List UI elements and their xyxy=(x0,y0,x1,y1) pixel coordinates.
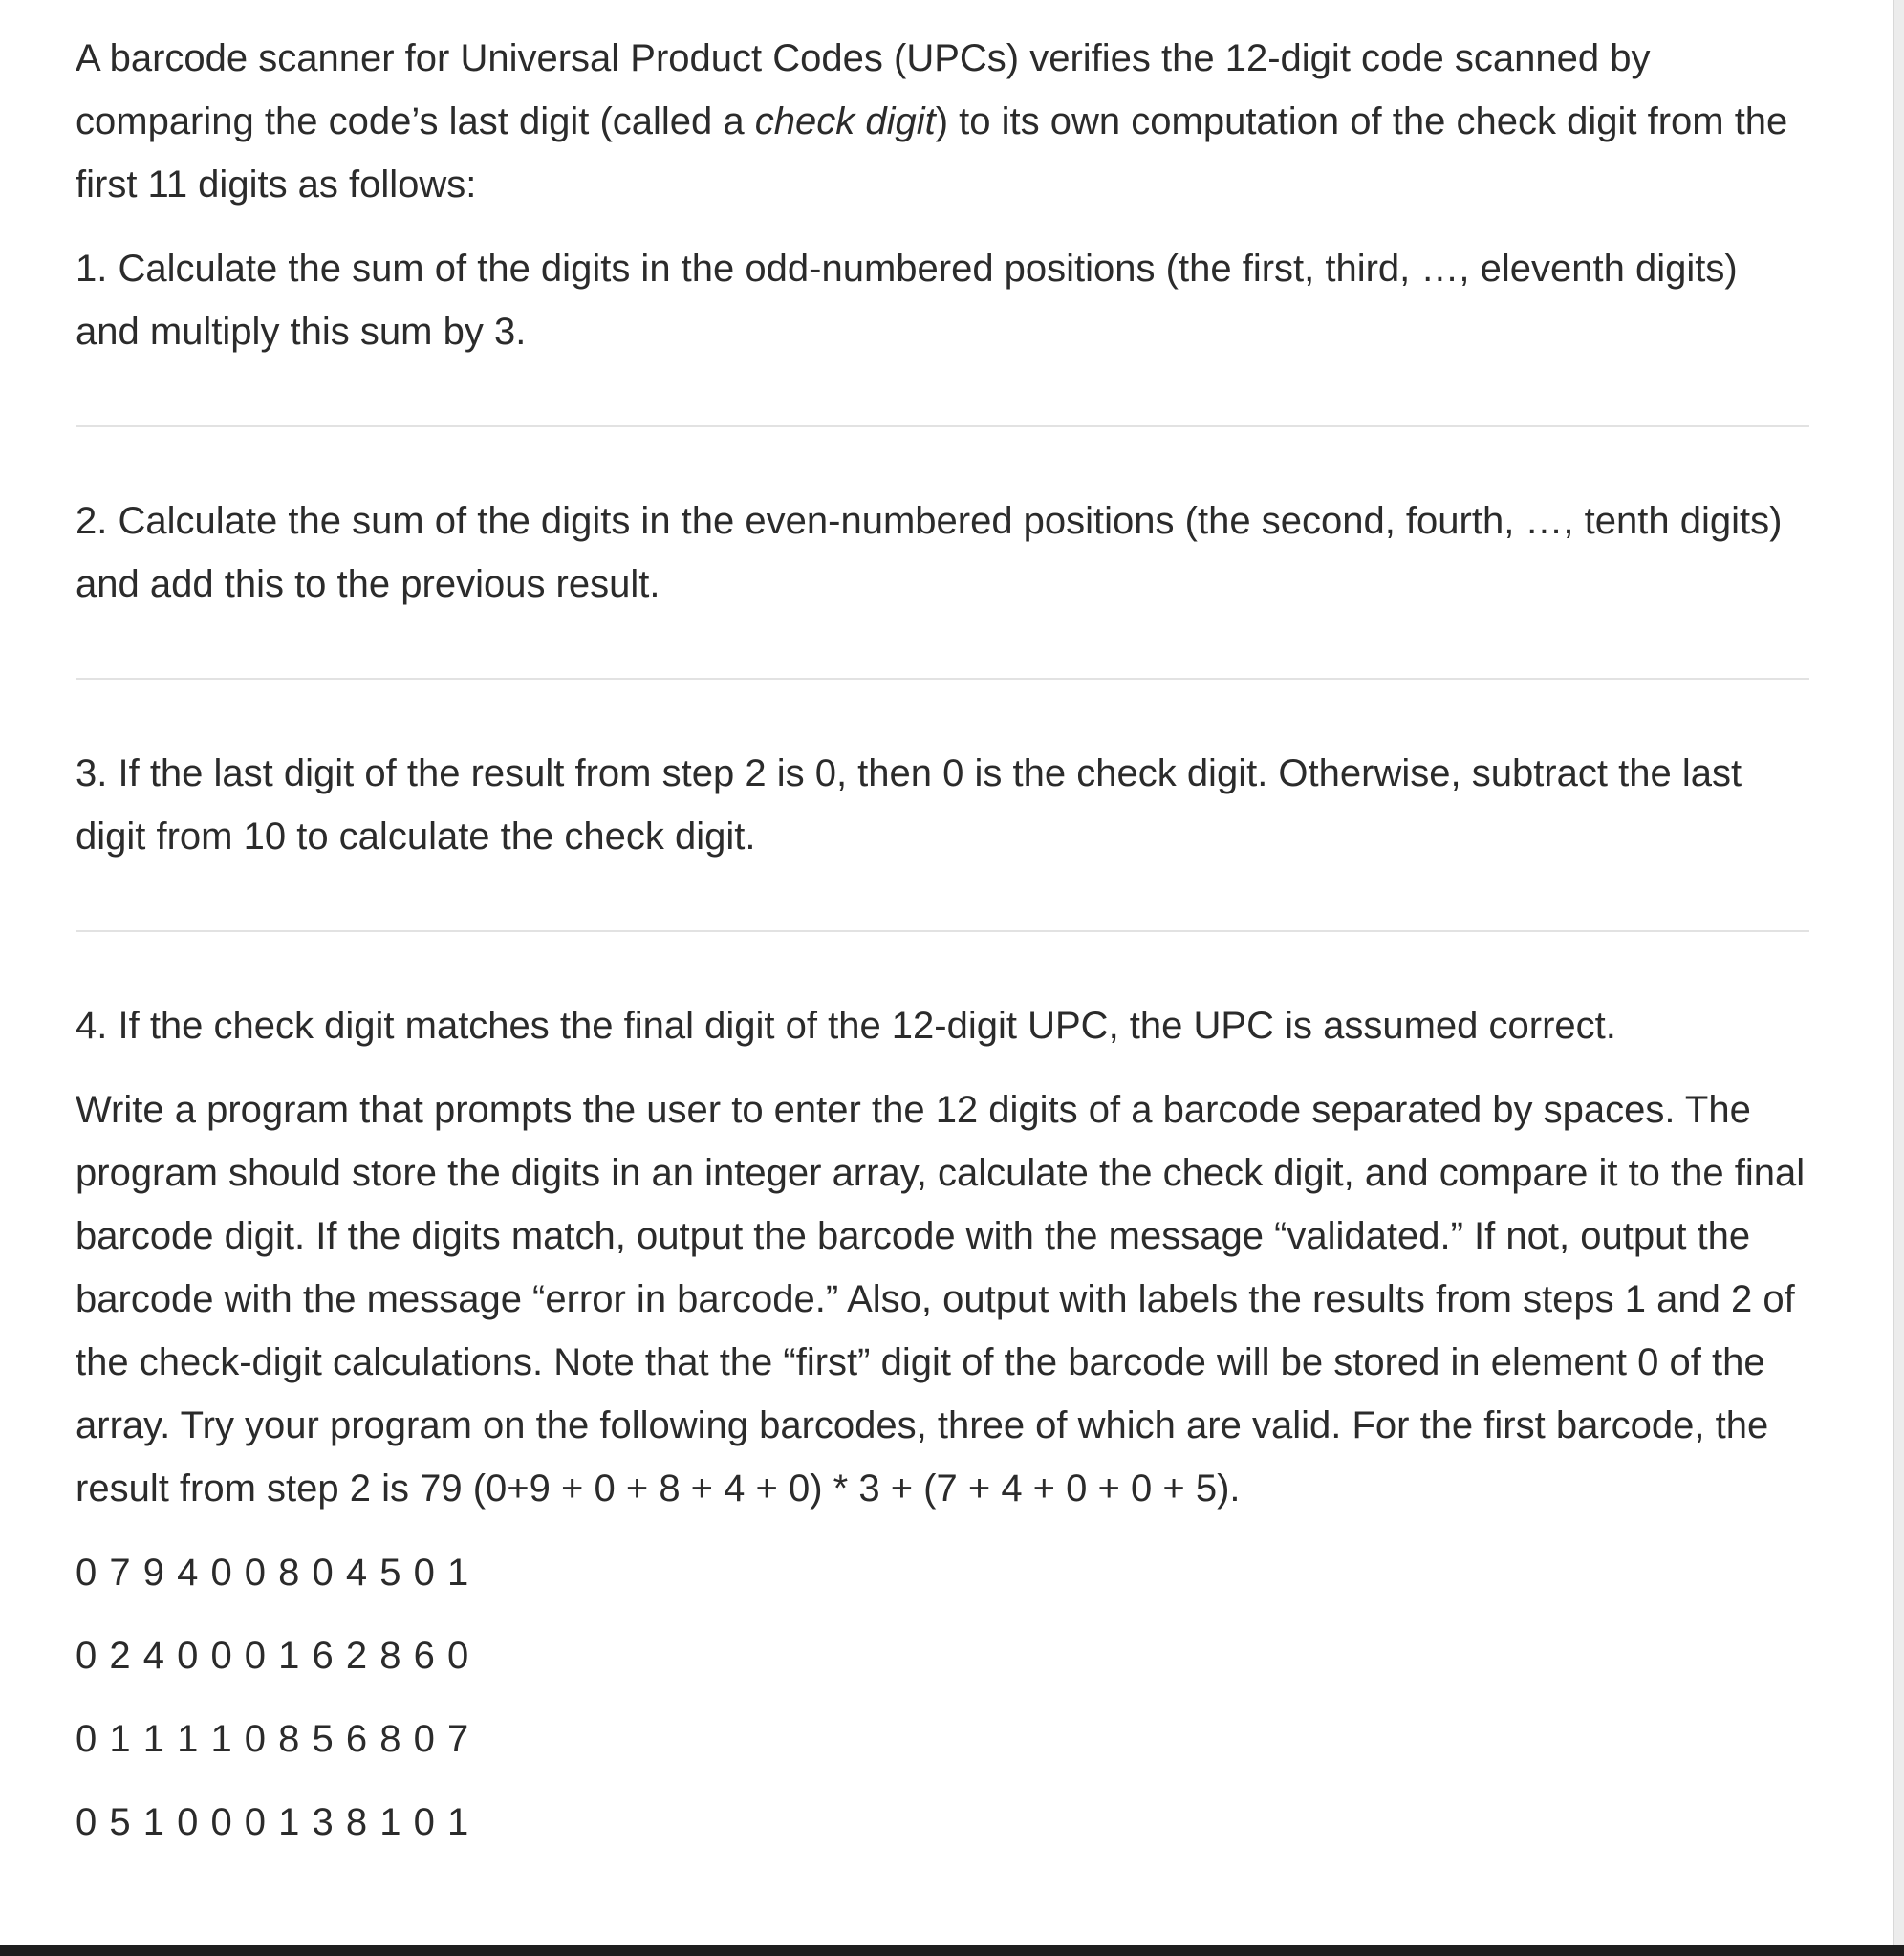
divider xyxy=(76,930,1809,932)
barcode-3: 0 1 1 1 1 0 8 5 6 8 0 7 xyxy=(76,1718,470,1760)
check-digit-term: check digit xyxy=(754,100,936,142)
barcode-4: 0 5 1 0 0 0 1 3 8 1 0 1 xyxy=(76,1801,470,1843)
barcode-list xyxy=(76,1541,1809,1854)
barcode-1: 0 7 9 4 0 0 8 0 4 5 0 1 xyxy=(76,1552,470,1594)
divider xyxy=(76,678,1809,680)
window-bottom-bar xyxy=(0,1945,1904,1956)
barcode-2: 0 2 4 0 0 0 1 6 2 8 6 0 xyxy=(76,1635,470,1677)
step-3: 3. If the last digit of the result from step 2 is 0, then 0 is the check digit. Otherwise, subtract the last digit from 10 to calculate the check digit. xyxy=(76,752,1742,858)
intro-text-before: A barcode scanner for Universal Product Codes (UPCs) verifies the 12-digit code scanned by comparing the code’s last digit (called a xyxy=(76,37,1651,142)
step-2: 2. Calculate the sum of the digits in the even-numbered positions (the second, fourth, …, tenth digits) and add this to the previous result. xyxy=(76,500,1783,605)
intro-paragraph xyxy=(76,27,1809,216)
intro-text-after: ) to its own computation of the check digit from the first 11 digits as follows: xyxy=(76,100,1788,206)
window-right-edge xyxy=(1893,0,1904,1956)
step-1: 1. Calculate the sum of the digits in the odd-numbered positions (the first, third, …, eleventh digits) and multiply this sum by 3. xyxy=(76,248,1738,353)
problem-content xyxy=(76,27,1809,1874)
task-paragraph: Write a program that prompts the user to enter the 12 digits of a barcode separated by spaces. The program should store the digits in an integer array, calculate the check digit, and compare it to the final barcode digit. If the digits match, output the barcode with the message “validated.” If not, output the barcode with the message “error in barcode.” Also, output with labels the results from steps 1 and 2 of the check-digit calculations. Note that the “first” digit of the barcode will be stored in element 0 of the array. Try your program on the following barcodes, three of which are valid. For the first barcode, the result from step 2 is 79 (0+9 + 0 + 8 + 4 + 0) * 3 + (7 + 4 + 0 + 0 + 5). xyxy=(76,1089,1806,1510)
divider xyxy=(76,425,1809,427)
step-4: 4. If the check digit matches the final digit of the 12-digit UPC, the UPC is assumed correct. xyxy=(76,1005,1616,1047)
